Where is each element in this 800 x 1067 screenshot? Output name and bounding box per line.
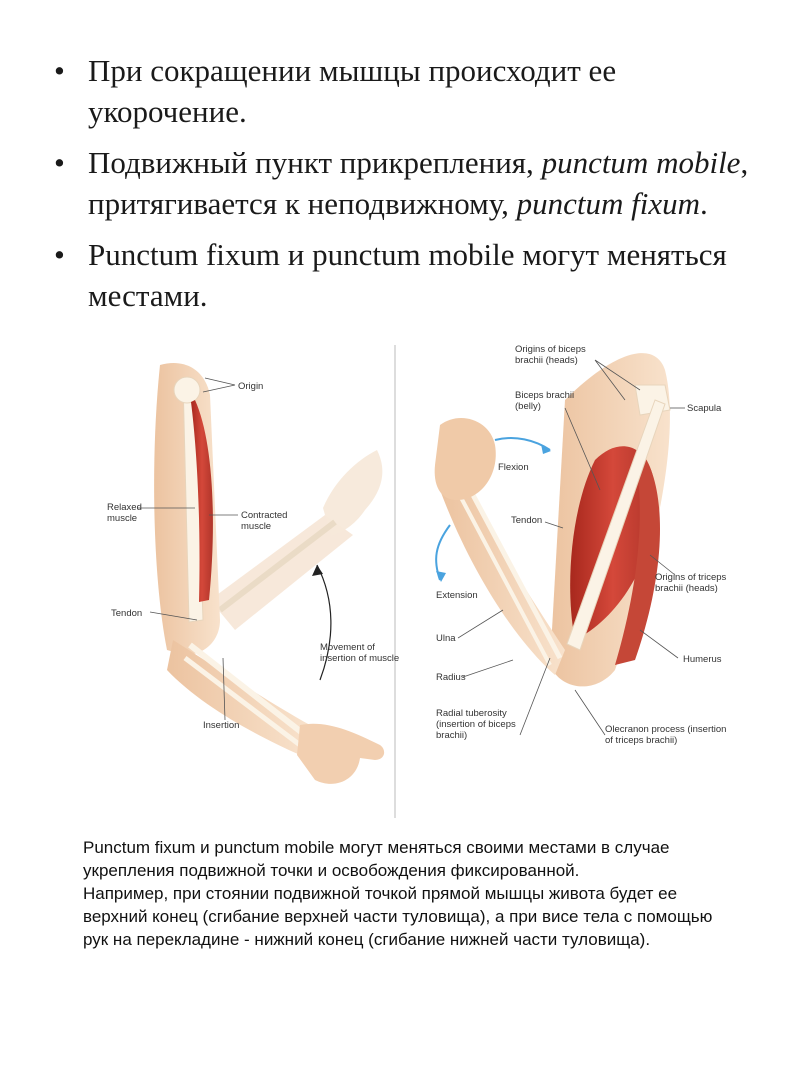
label-ulna: Ulna: [436, 633, 456, 644]
illustration-svg: [95, 340, 735, 820]
bullet-text-3: Punctum fixum и punctum mobile могут меняться местами.: [88, 237, 727, 313]
label-origins-triceps-1: Origins of triceps: [655, 572, 727, 583]
label-contracted-1: Contracted: [241, 510, 288, 521]
label-radius: Radius: [436, 672, 466, 683]
label-insertion: Insertion: [203, 720, 240, 731]
label-humerus: Humerus: [683, 654, 722, 665]
label-olecranon-1: Olecranon process (insertion: [605, 724, 727, 735]
bullet-text-2a: Подвижный пункт прикрепления,: [88, 145, 534, 180]
label-contracted-2: muscle: [241, 521, 272, 532]
label-olecranon-2: of triceps brachii): [605, 735, 678, 746]
label-relaxed-1: Relaxed: [107, 502, 142, 513]
label-radial-1: Radial tuberosity: [436, 708, 507, 719]
label-biceps-belly-2: (belly): [515, 401, 541, 412]
bullet-item: [50, 234, 750, 316]
left-arm-figure: [154, 363, 384, 784]
bullet-dot: •: [54, 53, 65, 88]
note-paragraph-1: Punctum fixum и punctum mobile могут меняться своими местами в случае укрепления подвижной точки и освобождения фиксированной.: [83, 838, 670, 880]
label-origin: Origin: [238, 381, 264, 392]
label-radial-2: (insertion of biceps: [436, 719, 516, 730]
bullet-item: [50, 50, 750, 132]
label-tendon-right: Tendon: [511, 515, 543, 526]
label-origins-biceps-1: Origins of biceps: [515, 344, 586, 355]
note-paragraph-2: Например, при стоянии подвижной точкой прямой мышцы живота будет ее верхний конец (сгибание верхней части туловища), а при висе тела с помощью рук на перекладине - нижний конец (сгибание нижней части туловища).: [83, 884, 713, 949]
label-origins-triceps-2: brachii (heads): [655, 583, 718, 594]
bullet-text-1: При сокращении мышцы происходит ее укорочение.: [88, 53, 617, 129]
bullet-item: [50, 142, 750, 224]
label-flexion: Flexion: [498, 462, 529, 473]
label-scapula: Scapula: [687, 403, 722, 414]
arm-muscle-illustration: [95, 340, 735, 820]
label-radial-3: brachii): [436, 730, 468, 741]
bullet-list: [50, 50, 750, 326]
label-tendon-left: Tendon: [111, 608, 143, 619]
bullet-dot: •: [54, 237, 65, 272]
label-extension: Extension: [436, 590, 478, 601]
explanation-note: [83, 836, 733, 951]
term-punctum-mobile: punctum mobile: [541, 145, 741, 180]
right-arm-figure: [435, 353, 670, 686]
bullet-dot: •: [54, 145, 65, 180]
label-origins-biceps-2: brachii (heads): [515, 355, 578, 366]
bullet-text-2c: , притягивается к неподвижному,: [88, 145, 749, 221]
label-movement-1: Movement of: [320, 642, 375, 653]
label-biceps-belly-1: Biceps brachii: [515, 390, 575, 401]
label-relaxed-2: muscle: [107, 513, 138, 524]
term-punctum-fixum: punctum fixum: [516, 186, 701, 221]
label-movement-2: insertion of muscle: [320, 653, 400, 664]
bullet-text-2e: .: [700, 186, 708, 221]
